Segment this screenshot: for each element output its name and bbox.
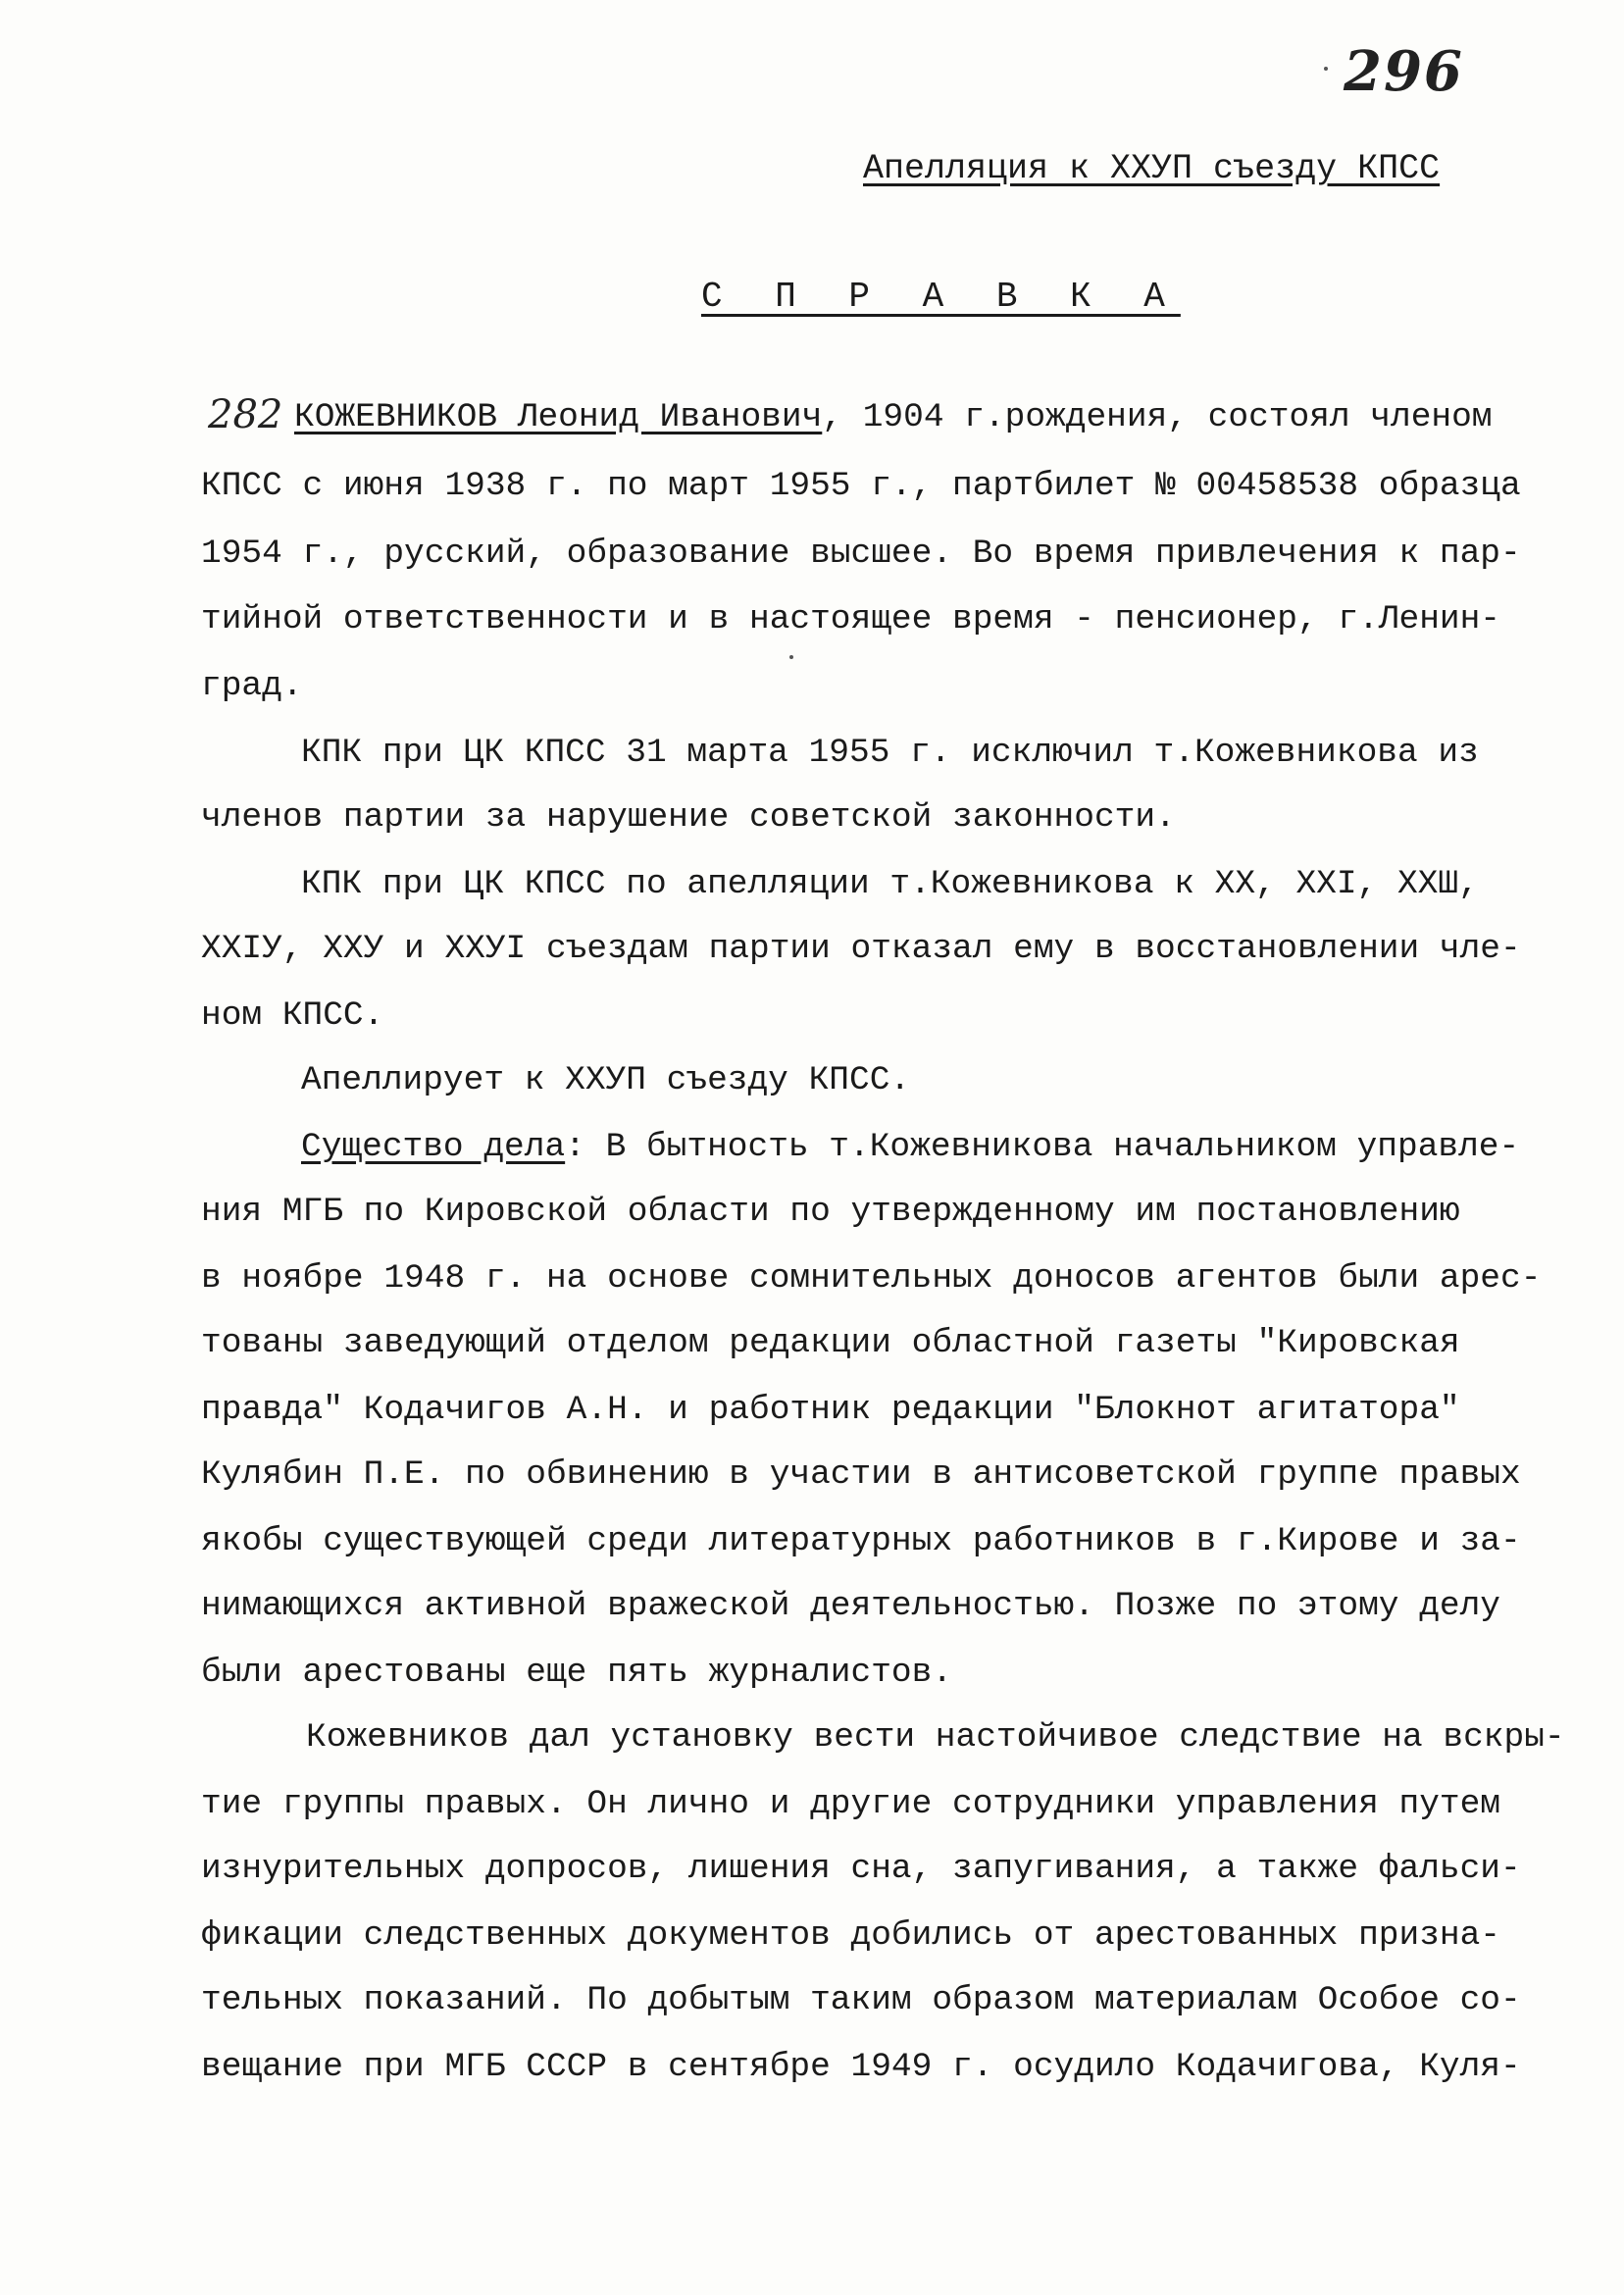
text-line: XXIУ, ХХУ и ХХУI съездам партии отказал ему в восстановлении чле- bbox=[201, 930, 1521, 968]
text-line: град. bbox=[201, 667, 303, 705]
text-line: тийной ответственности и в настоящее время - пенсионер, г.Ленин- bbox=[201, 600, 1501, 638]
text-line: КПК при ЦК КПСС 31 марта 1955 г. исключил т.Кожевникова из bbox=[301, 734, 1479, 772]
text-line: Апеллирует к ХХУП съезду КПСС. bbox=[301, 1061, 911, 1099]
section-label: Существо дела bbox=[301, 1128, 566, 1166]
text-line: тие группы правых. Он лично и другие сотрудники управления путем bbox=[201, 1785, 1501, 1823]
text-line: Кожевников дал установку вести настойчивое следствие на вскры- bbox=[306, 1718, 1565, 1757]
scan-speck bbox=[1324, 67, 1328, 71]
text-line: членов партии за нарушение советской законности. bbox=[201, 798, 1176, 837]
text-line: были арестованы еще пять журналистов. bbox=[201, 1654, 953, 1692]
case-number: 282 bbox=[208, 392, 283, 437]
text-line: тованы заведующий отделом редакции областной газеты "Кировская bbox=[201, 1324, 1460, 1362]
text-line: Кулябин П.Е. по обвинению в участии в антисоветской группе правых bbox=[201, 1455, 1521, 1494]
text-line: вещание при МГБ СССР в сентябре 1949 г. осудило Кодачигова, Куля- bbox=[201, 2048, 1521, 2086]
page-number: 296 bbox=[1344, 39, 1464, 104]
text-line: ния МГБ по Кировской области по утвержденному им постановлению bbox=[201, 1193, 1460, 1231]
text-line bbox=[294, 398, 1493, 437]
scan-speck bbox=[789, 655, 793, 659]
text-fragment: , 1904 г.рождения, состоял членом bbox=[822, 398, 1493, 436]
text-line: КПК при ЦК КПСС по апелляции т.Кожевникова к XX, XXI, ХХШ, bbox=[301, 865, 1479, 903]
person-name: КОЖЕВНИКОВ Леонид Иванович bbox=[294, 398, 823, 436]
document-title: С П Р А В К А bbox=[701, 277, 1181, 317]
text-line: правда" Кодачигов А.Н. и работник редакции "Блокнот агитатора" bbox=[201, 1391, 1460, 1429]
text-line: нимающихся активной вражеской деятельностью. Позже по этому делу bbox=[201, 1587, 1501, 1625]
text-line: КПСС с июня 1938 г. по март 1955 г., партбилет № 00458538 образца bbox=[201, 467, 1521, 505]
text-line: ном КПСС. bbox=[201, 996, 384, 1035]
appeal-header: Апелляция к ХХУП съезду КПСС bbox=[863, 149, 1441, 188]
text-line bbox=[301, 1128, 1519, 1167]
text-fragment: : В бытность т.Кожевникова начальником управле- bbox=[565, 1128, 1520, 1166]
text-line: тельных показаний. По добытым таким образом материалам Особое со- bbox=[201, 1981, 1521, 2019]
text-line: в ноябре 1948 г. на основе сомнительных доносов агентов были арес- bbox=[201, 1259, 1542, 1298]
text-line: 1954 г., русский, образование высшее. Во время привлечения к пар- bbox=[201, 535, 1521, 573]
text-line: якобы существующей среди литературных работников в г.Кирове и за- bbox=[201, 1522, 1521, 1560]
text-line: фикации следственных документов добились от арестованных призна- bbox=[201, 1916, 1501, 1955]
text-line: изнурительных допросов, лишения сна, запугивания, а также фальси- bbox=[201, 1850, 1521, 1888]
